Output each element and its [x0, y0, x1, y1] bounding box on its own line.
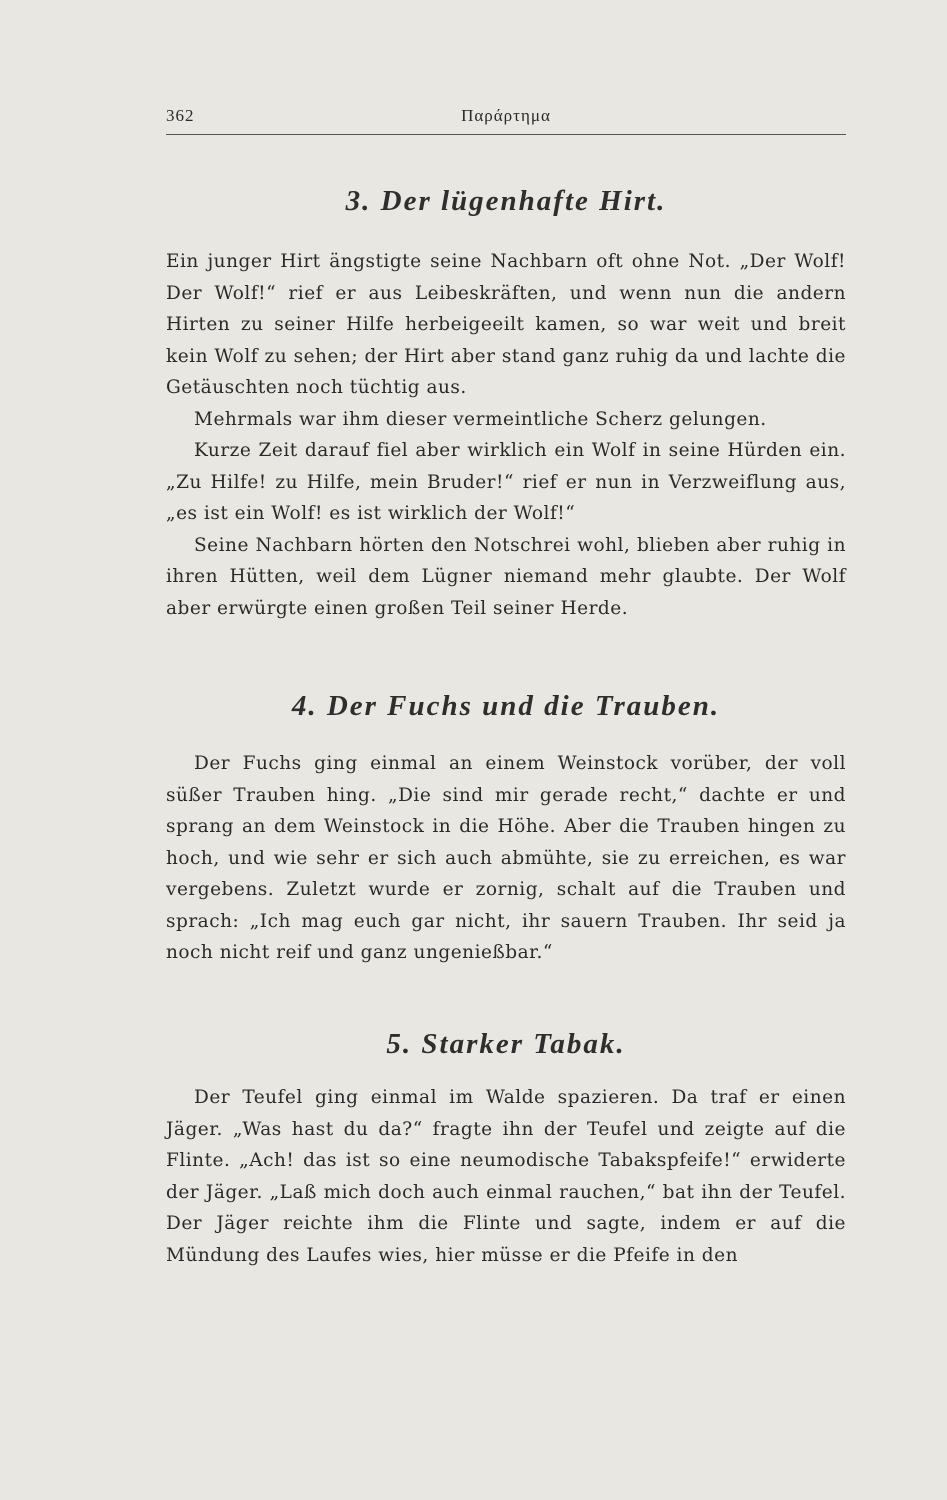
- section-body: [166, 1082, 846, 1271]
- paragraph: Der Teufel ging einmal im Walde spazieren. Da traf er einen Jäger. „Was hast du da?“ fragte ihn der Teufel und zeigte auf die Flinte. „Ach! das ist so eine neumodische Tabakspfeife!“ erwiderte der Jäger. „Laß mich doch auch einmal rauchen,“ bat ihn der Teufel. Der Jäger reichte ihm die Flinte und sagte, indem er auf die Mündung des Laufes wies, hier müsse er die Pfeife in den: [166, 1087, 846, 1266]
- paragraph: Mehrmals war ihm dieser vermeintliche Scherz gelungen.: [194, 408, 767, 430]
- story-starker-tabak: [166, 1028, 846, 1266]
- story-der-luegenhafte-hirt: [166, 185, 846, 619]
- paragraph: Der Fuchs ging einmal an einem Weinstock vorüber, der voll süßer Trauben hing. „Die sind mir gerade recht,“ dachte er und sprang an dem Weinstock in die Höhe. Aber die Trauben hingen zu hoch, und wie sehr er sich auch abmühte, sie zu erreichen, es war vergebens. Zuletzt wurde er zornig, schalt auf die Trauben und sprach: „Ich mag euch gar nicht, ihr sauern Trauben. Ihr seid ja noch nicht reif und ganz ungenießbar.“: [166, 753, 846, 963]
- story-der-fuchs-und-die-trauben: [166, 690, 846, 963]
- paragraph: Ein junger Hirt ängstigte seine Nachbarn oft ohne Not. „Der Wolf! Der Wolf!“ rief er aus Leibeskräften, und wenn nun die andern Hirten zu seiner Hilfe herbeigeeilt kamen, so war weit und breit kein Wolf zu sehen; der Hirt aber stand ganz ruhig da und lachte die Getäuschten noch tüchtig aus.: [166, 251, 846, 398]
- section-body: [166, 748, 846, 969]
- page-header: [166, 104, 846, 135]
- section-title: 3. Der lügenhafte Hirt.: [345, 185, 667, 217]
- paragraph: Seine Nachbarn hörten den Notschrei wohl, blieben aber ruhig in ihren Hütten, weil dem Lügner niemand mehr glaubte. Der Wolf aber erwürgte einen großen Teil seiner Herde.: [166, 534, 846, 619]
- section-body: [166, 246, 846, 624]
- section-title: 5. Starker Tabak.: [386, 1028, 626, 1060]
- paragraph: Kurze Zeit darauf fiel aber wirklich ein Wolf in seine Hürden ein. „Zu Hilfe! zu Hilfe, mein Bruder!“ rief er nun in Verzweiflung aus, „es ist ein Wolf! es ist wirklich der Wolf!“: [166, 440, 846, 524]
- section-title: 4. Der Fuchs und die Trauben.: [291, 690, 721, 722]
- running-head: Παράρτημα: [461, 106, 551, 125]
- page-number: 362: [166, 106, 195, 125]
